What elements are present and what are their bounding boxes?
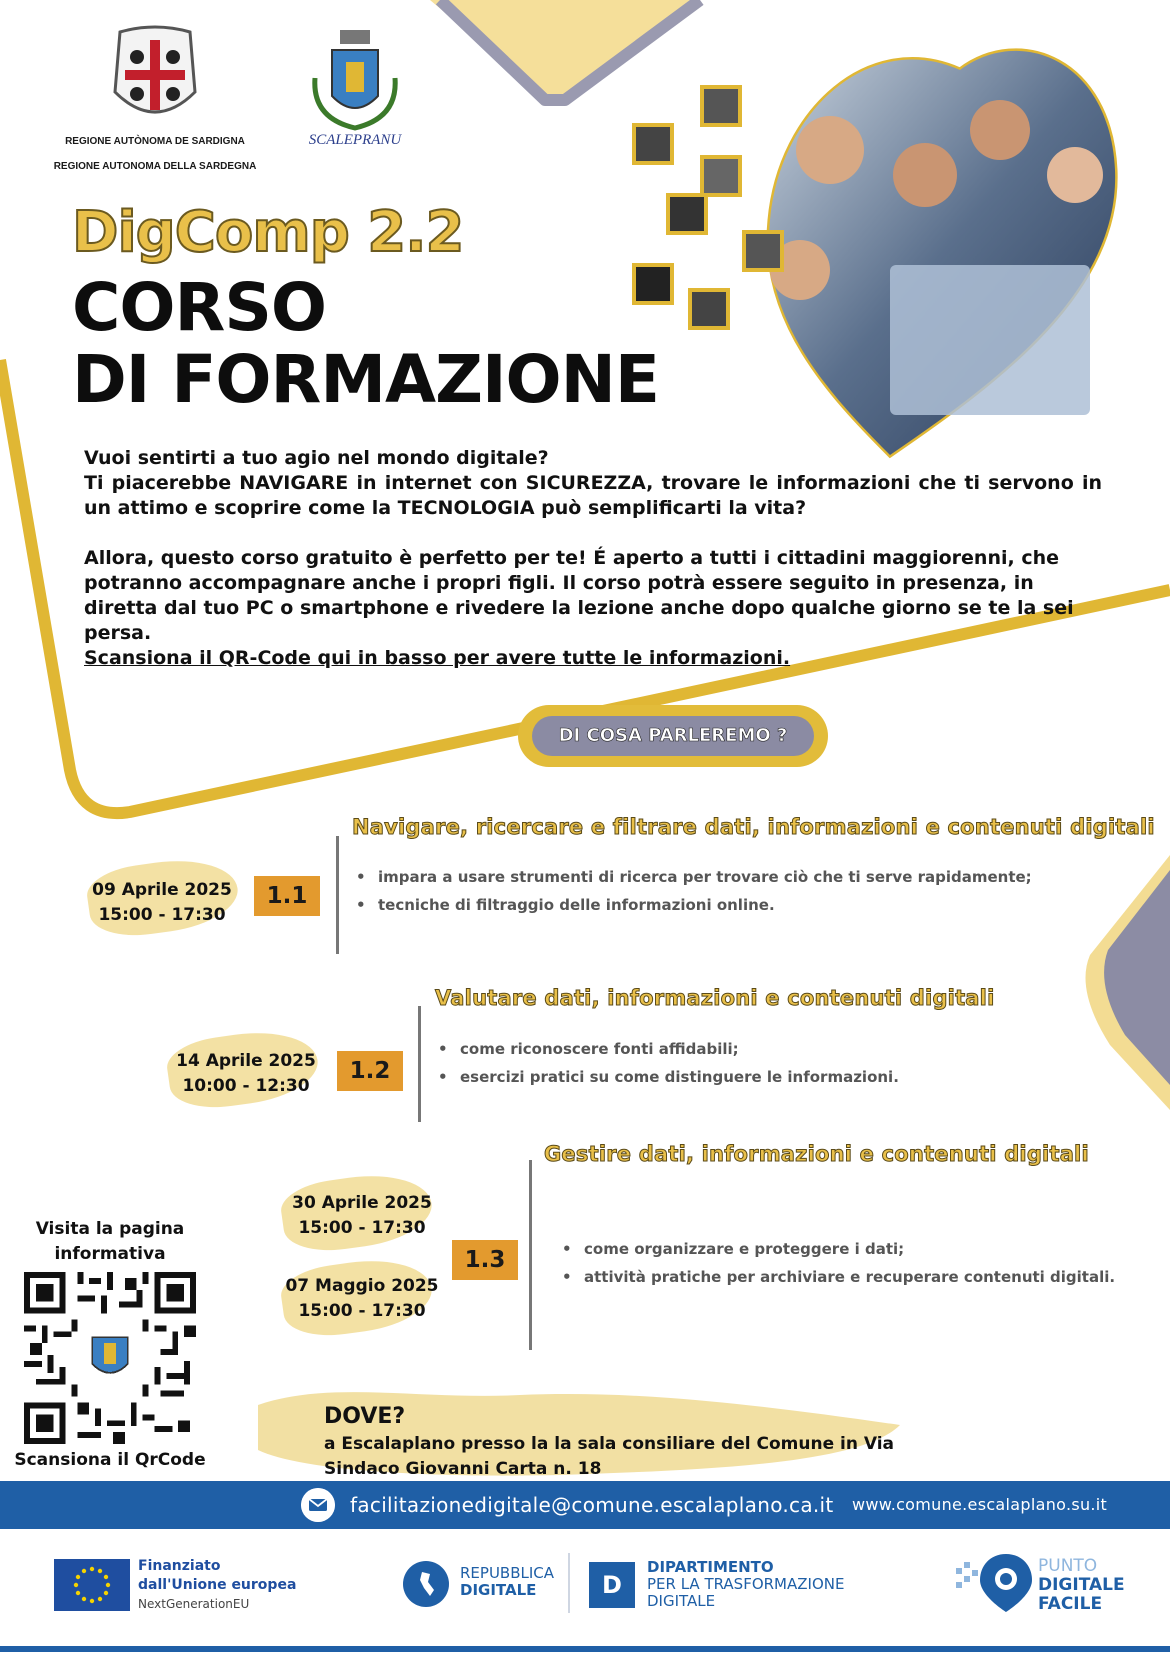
module-3-time-1: 15:00 - 17:30 [298,1218,426,1238]
eu-line-1: Finanziato [138,1558,221,1574]
module-1-day: 09 Aprile 2025 [92,880,232,900]
module-2-date [166,1049,326,1099]
intro-question: Vuoi sentirti a tuo agio nel mondo digitale? [84,447,549,469]
rep-line-1: REPUBBLICA [460,1564,555,1582]
email-link[interactable]: facilitazionedigitale@comune.escalaplano.ca.it [350,1493,834,1517]
eu-flag-icon [54,1559,130,1611]
eu-line-2: dall'Unione europea [138,1577,297,1593]
eu-funding-text [138,1557,296,1614]
list-item: • impara a usare strumenti di ricerca per trovare ciò che ti serve rapidamente; [356,863,1032,891]
section-heading: DI COSA PARLEREMO ? [532,716,814,756]
module-3-title: Gestire dati, informazioni e contenuti digitali [544,1142,1089,1166]
punto-digitale-facile-text [1038,1557,1125,1614]
list-item: • come organizzare e proteggere i dati; [562,1235,1115,1263]
pdf-line-1: PUNTO [1038,1556,1098,1576]
module-2-bullets [438,1035,899,1091]
email-icon [301,1488,335,1522]
footer-separator [568,1553,570,1613]
module-3-day-2: 07 Maggio 2025 [285,1276,439,1296]
sardegna-coat-of-arms-icon [100,22,210,132]
comune-name: SCALEPRANU [308,132,402,148]
dipartimento-icon: D [589,1562,635,1608]
repubblica-digitale-text [460,1565,554,1599]
pdf-line-2: DIGITALE [1038,1575,1125,1595]
intro-text [84,446,1102,671]
title-line-1: CORSO [72,269,327,346]
repubblica-digitale-icon [402,1560,450,1608]
module-2-time: 10:00 - 12:30 [182,1076,310,1096]
dip-line-1: DIPARTIMENTO [647,1558,774,1576]
pdf-line-3: FACILE [1038,1594,1103,1614]
intro-paragraph-2: Allora, questo corso gratuito è perfetto per te! É aperto a tutti i cittadini maggiorenni, che potranno accompagnare anche i propri figli. Il corso potrà essere seguito in presenza, in diretta dal tuo PC o smartphone e rivedere la lezione anche dopo qualche giorno se te la sei persa. [84,547,1074,644]
comune-coat-of-arms-icon [300,28,410,148]
website-link[interactable]: www.comune.escalaplano.su.it [852,1495,1108,1514]
module-1-date [82,878,242,928]
eu-line-3: NextGenerationEU [138,1597,250,1611]
list-item: • tecniche di filtraggio delle informazioni online. [356,891,1032,919]
module-3-divider [529,1160,532,1350]
list-item: • attività pratiche per archiviare e recuperare contenuti digitali. [562,1263,1115,1291]
location-address: a Escalaplano presso la la sala consiliare del Comune in Via Sindaco Giovanni Carta n. 18 [324,1434,895,1479]
footer-bottom-line [0,1646,1170,1652]
module-3-date-2 [282,1274,442,1324]
title-line-2: DI FORMAZIONE [72,341,659,418]
page-title [72,269,659,418]
dip-line-2: PER LA TRASFORMAZIONE [647,1575,845,1593]
digcomp-title: DigComp 2.2 [72,200,464,265]
dipartimento-text [647,1559,844,1610]
region-name-sardinian: REGIONE AUTÒNOMA DE SARDIGNA [65,136,245,147]
qr-instruction-link[interactable]: Scansiona il QR-Code qui in basso per avere tutte le informazioni. [84,647,791,669]
module-3-bullets [562,1235,1115,1291]
module-1-divider [336,836,339,954]
location-heading: DOVE? [324,1404,406,1429]
region-name-italian: REGIONE AUTONOMA DELLA SARDEGNA [53,161,257,172]
dip-line-3: DIGITALE [647,1592,716,1610]
module-3-day-1: 30 Aprile 2025 [292,1193,432,1213]
intro-paragraph-1: Ti piacerebbe NAVIGARE in internet con SICUREZZA, trovare le informazioni che ti servono in un attimo e scoprire come la TECNOLOGIA può semplificarti la vita? [84,472,1102,519]
module-3-badge: 1.3 [452,1240,518,1280]
module-1-time: 15:00 - 17:30 [98,905,226,925]
punto-digitale-facile-icon [954,1548,1034,1616]
qr-title: Visita la pagina informativa [35,1219,185,1264]
qr-caption: Scansiona il QrCode [14,1450,206,1470]
list-item: • come riconoscere fonti affidabili; [438,1035,899,1063]
module-2-divider [418,1006,421,1122]
qr-code-icon[interactable] [24,1272,196,1444]
module-2-badge: 1.2 [337,1051,403,1091]
module-3-date-1 [282,1191,442,1241]
location-block [324,1402,904,1482]
module-1-title: Navigare, ricercare e filtrare dati, informazioni e contenuti digitali [352,815,1155,839]
list-item: • esercizi pratici su come distinguere le informazioni. [438,1063,899,1091]
module-1-bullets [356,863,1032,919]
module-2-title: Valutare dati, informazioni e contenuti digitali [435,986,995,1010]
rep-line-2: DIGITALE [460,1581,537,1599]
module-3-time-2: 15:00 - 17:30 [298,1301,426,1321]
module-2-day: 14 Aprile 2025 [176,1051,316,1071]
module-1-badge: 1.1 [254,876,320,916]
